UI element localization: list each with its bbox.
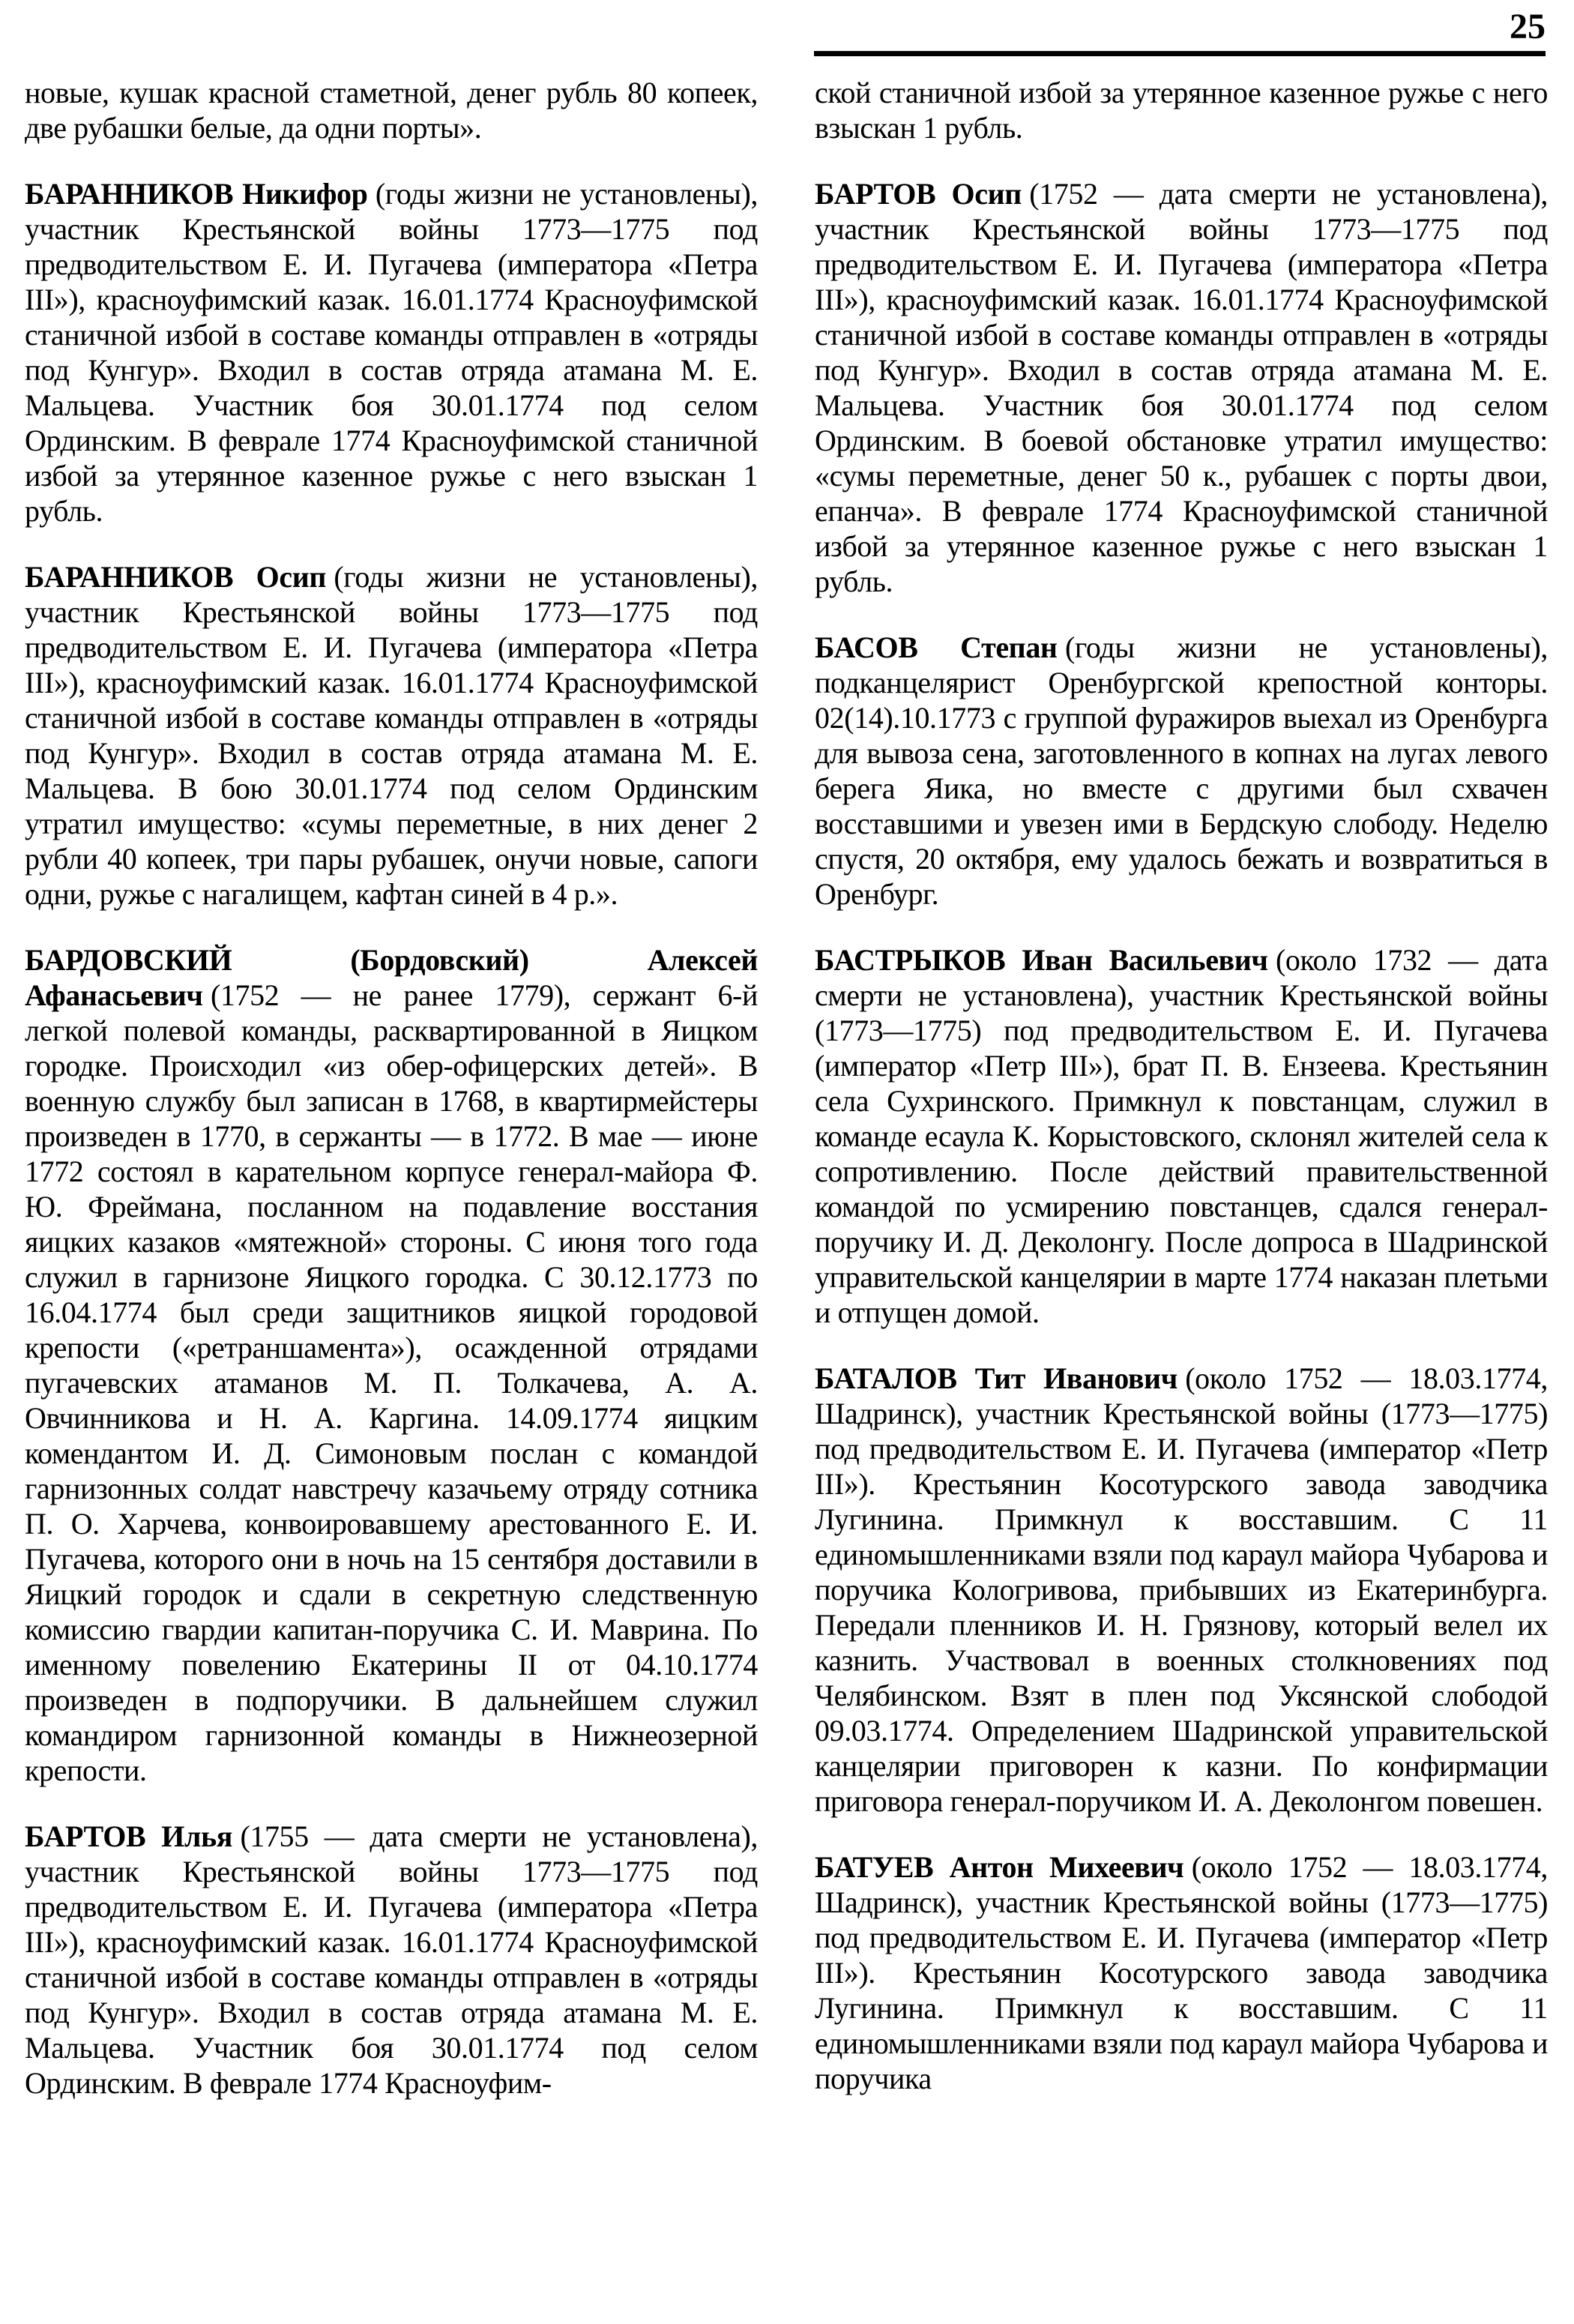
entry-continuation bbox=[25, 75, 758, 145]
entry bbox=[25, 176, 758, 529]
entry-headword: БАРДОВСКИЙ (Бордовский) Алексей Афанасьевич bbox=[25, 943, 758, 1012]
entry-text: (около 1752 — 18.03.1774, Шадринск), участник Крестьянской войны (1773—1775) под предводительством Е. И. Пугачева (император «Петр III»). Крестьянин Косотурского завода заводчика Лугинина. Примкнул к восставшим. С 11 единомышленниками взяли под караул майора Чубарова и поручика Кологривова, прибывших из Екатеринбурга. Передали пленников И. Н. Грязнову, который велел их казнить. Участвовал в военных столкновениях под Челябинском. Взят в плен под Уксянской слободой 09.03.1774. Определением Шадринской управительской канцелярии приговорен к казни. По конфирмации приговора генерал-поручиком И. А. Деколонгом повешен. bbox=[815, 1361, 1548, 1818]
entry bbox=[815, 1361, 1548, 1819]
entry-headword: БАРАННИКОВ Осип bbox=[25, 560, 326, 594]
column-left bbox=[25, 75, 758, 2101]
entry-headword: БАРАННИКОВ Никифор bbox=[25, 177, 368, 211]
entry-headword: БАТАЛОВ Тит Иванович bbox=[815, 1361, 1178, 1395]
entry-text: (1752 — дата смерти не установлена), участник Крестьянской войны 1773—1775 под предводительством Е. И. Пугачева (императора «Петра III»), красноуфимский казак. 16.01.1774 Красноуфимской станичной избой в составе команды отправлен в «отряды под Кунгур». Входил в состав отряда атамана М. Е. Мальцева. Участник боя 30.01.1774 под селом Ординским. В боевой обстановке утратил имущество: «сумы переметные, денег 50 к., рубашек с порты двои, епанча». В феврале 1774 Красноуфимской станичной избой за утерянное казенное ружье с него взыскан 1 рубль. bbox=[815, 177, 1549, 598]
entry-text: ской станичной избой за утерянное казенное ружье с него взыскан 1 рубль. bbox=[815, 76, 1548, 145]
entry bbox=[815, 176, 1548, 599]
entry-headword: БАСТРЫКОВ Иван Васильевич bbox=[815, 943, 1268, 977]
entry-headword: БАСОВ Степан bbox=[815, 630, 1058, 664]
header-rule bbox=[814, 51, 1546, 56]
entry-text: (годы жизни не установлены), подканцелярист Оренбургской крепостной конторы. 02(14).10.1773 с группой фуражиров выехал из Оренбурга для вывоза сена, заготовленного в копнах на лугах левого берега Яика, но вместе с другими был схвачен восставшими и увезен ими в Бердскую слободу. Неделю спустя, 20 октября, ему удалось бежать и возвратиться в Оренбург. bbox=[815, 630, 1548, 911]
column-right bbox=[815, 75, 1548, 2096]
entry bbox=[815, 630, 1548, 912]
entry-text: (годы жизни не установлены), участник Крестьянской войны 1773—1775 под предводительством Е. И. Пугачева (императора «Петра III»), красноуфимский казак. 16.01.1774 Красноуфимской станичной избой в составе команды отправлен в «отряды под Кунгур». Входил в состав отряда атамана М. Е. Мальцева. Участник боя 30.01.1774 под селом Ординским. В феврале 1774 Красноуфимской станичной избой за утерянное казенное ружье с него взыскан 1 рубль. bbox=[25, 177, 758, 528]
entry-text: (около 1752 — 18.03.1774, Шадринск), участник Крестьянской войны (1773—1775) под предводительством Е. И. Пугачева (император «Петр III»). Крестьянин Косотурского завода заводчика Лугинина. Примкнул к восставшим. С 11 единомышленниками взяли под караул майора Чубарова и поручика bbox=[815, 1850, 1548, 2095]
entry-text: (около 1732 — дата смерти не установлена), участник Крестьянской войны (1773—1775) под предводительством Е. И. Пугачева (император «Петр III»), брат П. В. Ензеева. Крестьянин села Сухринского. Примкнул к повстанцам, служил в команде есаула К. Корыстовского, склонял жителей села к сопротивлению. После действий правительственной командой по усмирению повстанцев, сдался генерал-поручику И. Д. Деколонгу. После допроса в Шадринской управительской канцелярии в марте 1774 наказан плетьми и отпущен домой. bbox=[815, 943, 1548, 1329]
entry bbox=[815, 942, 1548, 1330]
entry-text: (годы жизни не установлены), участник Крестьянской войны 1773—1775 под предводительством Е. И. Пугачева (императора «Петра III»), красноуфимский казак. 16.01.1774 Красноуфимской станичной избой в составе команды отправлен в «отряды под Кунгур». Входил в состав отряда атамана М. Е. Мальцева. В бою 30.01.1774 под селом Ординским утратил имущество: «сумы переметные, в них денег 2 рубли 40 копеек, три пары рубашек, онучи новые, сапоги одни, ружье с нагалищем, кафтан синей в 4 р.». bbox=[25, 560, 758, 911]
entry-continuation bbox=[815, 75, 1548, 145]
entry bbox=[25, 559, 758, 912]
entry-headword: БАРТОВ Илья bbox=[25, 1819, 233, 1853]
entry-text: новые, кушак красной стаметной, денег рубль 80 копеек, две рубашки белые, да одни порты». bbox=[25, 76, 758, 145]
entry-headword: БАТУЕВ Антон Михеевич bbox=[815, 1850, 1184, 1884]
entry bbox=[25, 1819, 758, 2101]
entry-text: (1755 — дата смерти не установлена), участник Крестьянской войны 1773—1775 под предводительством Е. И. Пугачева (императора «Петра III»), красноуфимский казак. 16.01.1774 Красноуфимской станичной избой в составе команды отправлен в «отряды под Кунгур». Входил в состав отряда атамана М. Е. Мальцева. Участник боя 30.01.1774 под селом Ординским. В феврале 1774 Красноуфим- bbox=[25, 1819, 758, 2100]
entry bbox=[815, 1849, 1548, 2096]
entry-headword: БАРТОВ Осип bbox=[815, 177, 1022, 211]
entry-text: (1752 — не ранее 1779), сержант 6-й легкой полевой команды, расквартированной в Яицком городке. Происходил «из обер-офицерских детей». В военную службу был записан в 1768, в квартирмейстеры произведен в 1770, в сержанты — в 1772. В мае — июне 1772 состоял в карательном корпусе генерал-майора Ф. Ю. Фреймана, посланном на подавление восстания яицких казаков «мятежной» стороны. С июня того года служил в гарнизоне Яицкого городка. С 30.12.1773 по 16.04.1774 был среди защитников яицкой городовой крепости («ретраншамента»), осажденной отрядами пугачевских атаманов М. П. Толкачева, А. А. Овчинникова и Н. А. Каргина. 14.09.1774 яицким комендантом И. Д. Симоновым послан с командой гарнизонных солдат навстречу казачьему отряду сотника П. О. Харчева, конвоировавшему арестованного Е. И. Пугачева, которого они в ночь на 15 сентября доставили в Яицкий городок и сдали в секретную следственную комиссию гвардии капитан-поручика С. И. Маврина. По именному повелению Екатерины II от 04.10.1774 произведен в подпоручики. В дальнейшем служил командиром гарнизонной команды в Нижнеозерной крепости. bbox=[25, 978, 758, 1787]
page-number: 25 bbox=[1510, 7, 1546, 46]
entry bbox=[25, 942, 758, 1788]
